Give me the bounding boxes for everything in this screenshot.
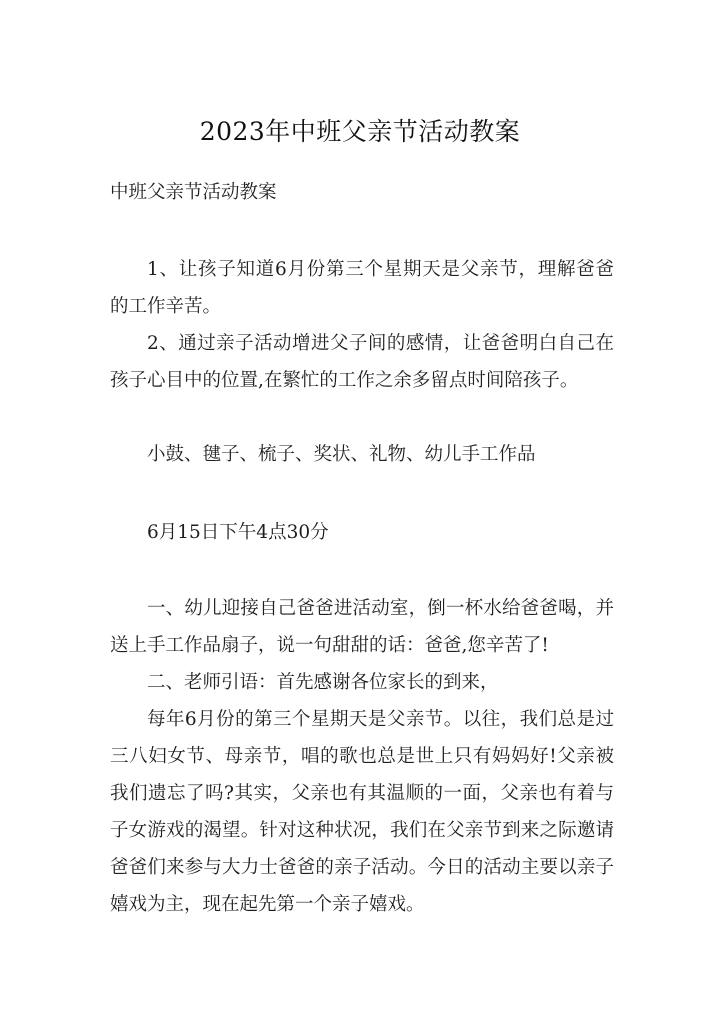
goal-paragraph-1: 1、让孩子知道6月份第三个星期天是父亲节，理解爸爸的工作辛苦。 <box>110 259 614 317</box>
subtitle-text: 中班父亲节活动教案 <box>110 182 277 203</box>
document-subtitle <box>110 174 614 211</box>
goal-paragraph-2: 2、通过亲子活动增进父子间的感情，让爸爸明白自己在孩子心目中的位置,在繁忙的工作之余多留点时间陪孩子。 <box>110 333 614 391</box>
goals-section <box>110 251 614 399</box>
time-text: 6月15日下午4点30分 <box>147 522 329 543</box>
materials-section <box>110 436 614 473</box>
time-section <box>110 514 614 551</box>
document-title: 2023年中班父亲节活动教案 <box>199 117 521 146</box>
process-section <box>110 590 614 923</box>
process-paragraph-3: 每年6月份的第三个星期天是父亲节。以往，我们总是过三八妇女节、母亲节，唱的歌也总是世上只有妈妈好!父亲被我们遗忘了吗?其实，父亲也有其温顺的一面，父亲也有着与子女游戏的渴望。针对这种状况，我们在父亲节到来之际邀请爸爸们来参与大力士爸爸的亲子活动。今日的活动主要以亲子嬉戏为主，现在起先第一个亲子嬉戏。 <box>110 709 614 915</box>
materials-text: 小鼓、毽子、梳子、奖状、礼物、幼儿手工作品 <box>147 444 536 465</box>
process-paragraph-2: 二、老师引语：首先感谢各位家长的到来， <box>147 672 499 693</box>
process-paragraph-1: 一、幼儿迎接自己爸爸进活动室，倒一杯水给爸爸喝，并送上手工作品扇子，说一句甜甜的话：爸爸,您辛苦了! <box>110 598 614 656</box>
